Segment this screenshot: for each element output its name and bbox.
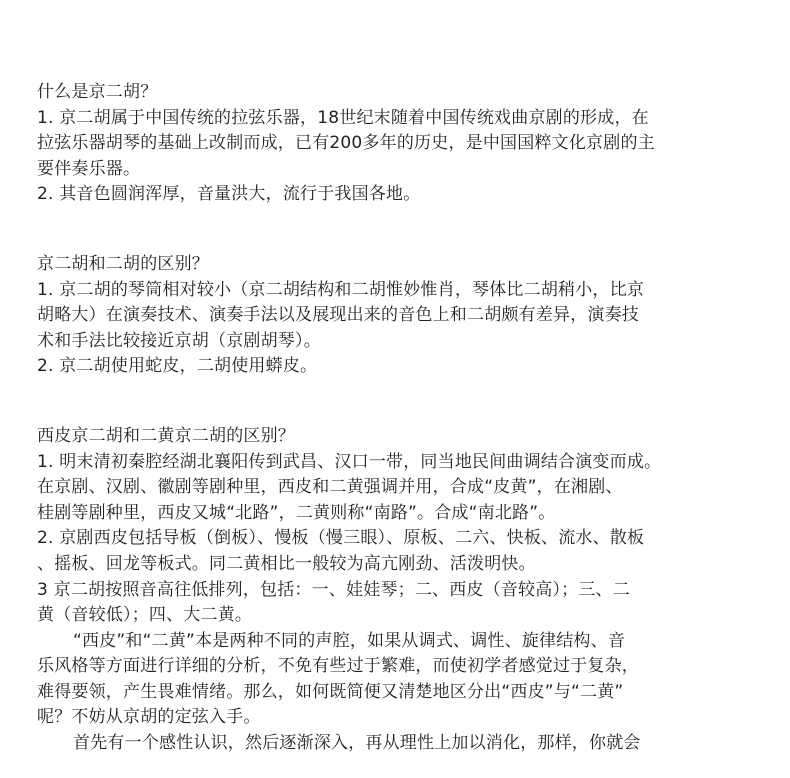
text-line: 拉弦乐器胡琴的基础上改制而成，已有200多年的历史，是中国国粹文化京剧的主: [37, 133, 655, 154]
text-line: 1. 明末清初秦腔经湖北襄阳传到武昌、汉口一带，同当地民间曲调结合演变而成。: [37, 451, 662, 472]
list-item: [37, 450, 767, 527]
body-paragraph: [37, 629, 767, 731]
text-line: 、摇板、回龙等板式。同二黄相比一般较为高亢刚劲、活泼明快。: [37, 553, 536, 574]
section-xipi-erhuang: [37, 424, 767, 629]
section-heading: 什么是京二胡？: [37, 82, 158, 102]
text-line: 呢？不妨从京胡的定弦入手。: [37, 707, 261, 728]
list-item: [37, 106, 767, 183]
text-line: 乐风格等方面进行详细的分析，不免有些过于繁难，而使初学者感觉过于复杂，: [37, 656, 639, 677]
text-line: 首先有一个感性认识，然后逐渐深入，再从理性上加以消化，那样，你就会: [73, 733, 641, 754]
body-paragraph: [37, 731, 767, 757]
text-line: 要伴奏乐器。: [37, 158, 141, 179]
text-line: 2. 京剧西皮包括导板（倒板）、慢板（慢三眼）、原板、二六、快板、流水、散板: [37, 528, 645, 549]
list-item: [37, 182, 767, 208]
text-line: 1. 京二胡属于中国传统的拉弦乐器，18世纪末随着中国传统戏曲京剧的形成，在: [37, 107, 649, 128]
paragraph-spacer: [37, 380, 767, 424]
document-body: [37, 80, 767, 757]
text-line: 在京剧、汉剧、徽剧等剧种里，西皮和二黄强调并用，合成“皮黄”，在湘剧、: [37, 477, 623, 498]
section-difference-erhu: [37, 252, 767, 380]
text-line: 术和手法比较接近京胡（京剧胡琴）。: [37, 330, 321, 351]
text-line: 1. 京二胡的琴筒相对较小（京二胡结构和二胡惟妙惟肖，琴体比二胡稍小，比京: [37, 279, 645, 300]
section-heading: 京二胡和二胡的区别？: [37, 253, 209, 274]
text-line: 桂剧等剧种里，西皮又城“北路”，二黄则称“南路”。合成“南北路”。: [37, 502, 556, 523]
paragraph-spacer: [37, 208, 767, 252]
list-item: [37, 526, 767, 577]
list-item: [37, 578, 767, 629]
text-line: 2. 京二胡使用蛇皮，二胡使用蟒皮。: [37, 356, 318, 377]
text-line: 胡略大）在演奏技术、演奏手法以及展现出来的音色上和二胡颇有差异，演奏技: [37, 305, 639, 326]
text-line: “西皮”和“二黄”本是两种不同的声腔，如果从调式、调性、旋律结构、音: [73, 630, 626, 651]
text-line: 黄（音较低）；四、大二黄。: [37, 605, 253, 626]
section-what-is-jingerhu: [37, 80, 767, 208]
text-line: 难得要领，产生畏难情绪。那么，如何既简便又清楚地区分出“西皮”与“二黄”: [37, 681, 624, 702]
list-item: [37, 354, 767, 380]
section-heading: 西皮京二胡和二黄京二胡的区别？: [37, 425, 295, 446]
list-item: [37, 278, 767, 355]
text-line: 3 京二胡按照音高往低排列，包括：一、娃娃琴；二、西皮（音较高）；三、二: [37, 579, 630, 600]
text-line: 2. 其音色圆润浑厚，音量洪大，流行于我国各地。: [37, 184, 421, 205]
